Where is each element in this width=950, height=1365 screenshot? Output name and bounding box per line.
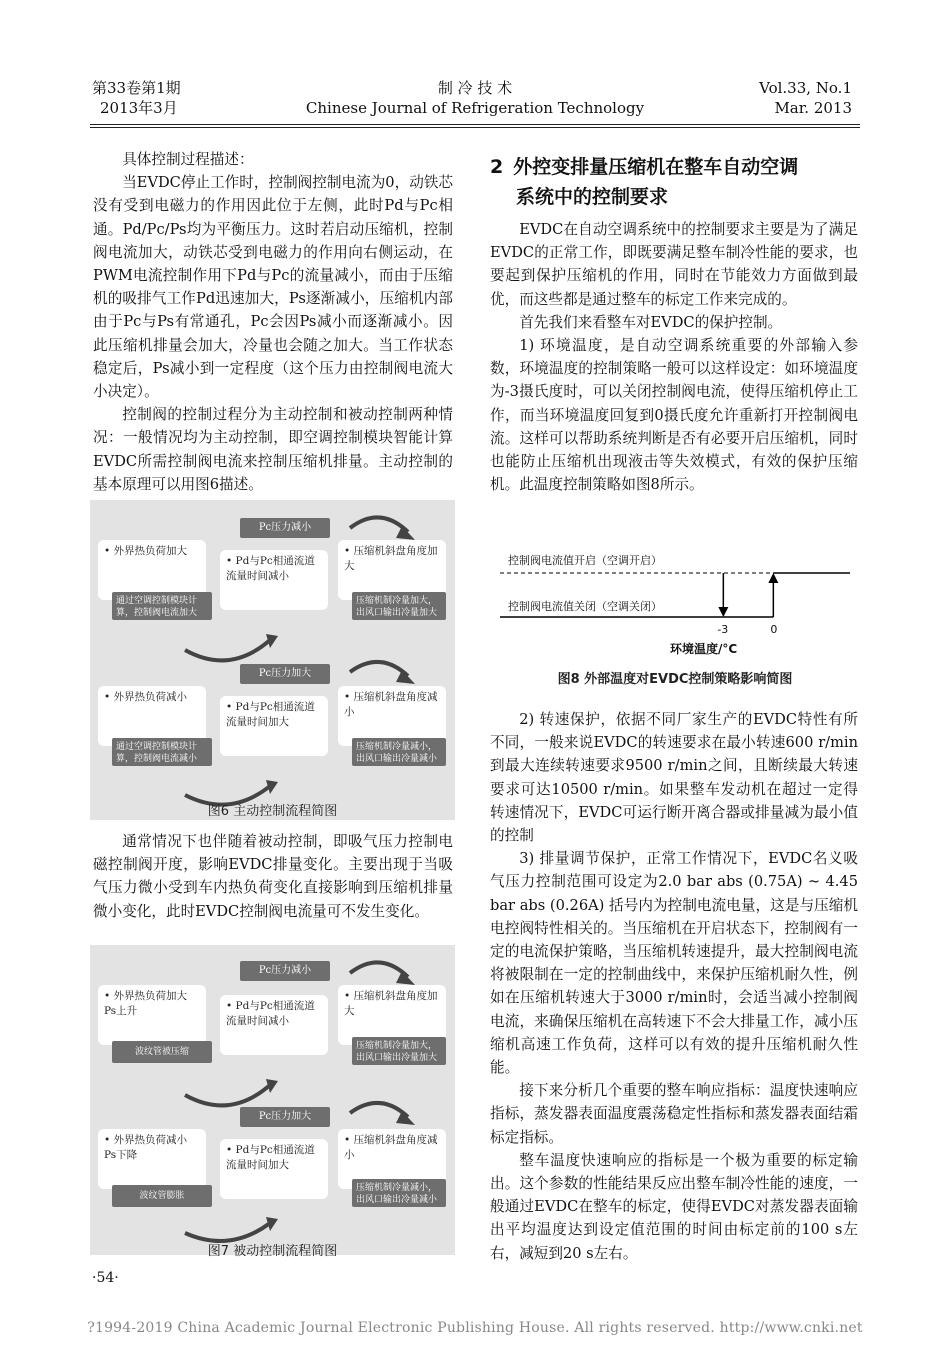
flow-result-box: 波纹管膨胀 bbox=[112, 1185, 212, 1207]
right-column-text-2 bbox=[490, 708, 858, 1265]
paragraph: 2) 转速保护，依据不同厂家生产的EVDC特性有所不同，一般来说EVDC的转速要求在最小转速600 r/min到最大连续转速要求9500 r/min之间，且断续最大转速要求可达10500 r/min。如果整车发动机在超过一定得转速情况下，EVDC可运行断开离合器或排量减为最小值的控制 bbox=[490, 711, 858, 845]
right-column-text-1 bbox=[490, 218, 858, 496]
pc-pressure-box: Pc压力加大 bbox=[240, 664, 330, 684]
x-tick-label: -3 bbox=[717, 623, 729, 636]
paragraph: 通常情况下也伴随着被动控制，即吸气压力控制电磁控制阀开度，影响EVDC排量变化。主要出现于当吸气压力微小受到车内热负荷变化直接影响到压缩机排量微小变化，此时EVDC控制阀电流量可不发生变化。 bbox=[93, 833, 453, 920]
paragraph: 3) 排量调节保护，正常工作情况下，EVDC名义吸气压力控制范围可设定为2.0 bar abs (0.75A) ~ 4.45 bar abs (0.26A) 括号内为控制电流电量，这是与压缩机电控阀特性相关的。当压缩机在开启状态下，控制阀有一定的电流保护策略，当压缩机转速提升，最大控制阀电流将被限制在一定的控制曲线中，来保护压缩机耐久性，例如在压缩机转速大于3000 r/min时，会适当减小控制阀电流，来确保压缩机在高转速下不会大排量工作，减小压缩机高速工作负荷，这样可以有效的提升压缩机耐久性能。 bbox=[490, 850, 858, 1077]
paragraph: 首先我们来看整车对EVDC的保护控制。 bbox=[519, 313, 783, 331]
flow-result-box: 通过空调控制模块计算，控制阀电流加大 bbox=[112, 592, 212, 620]
x-axis-label: 环境温度/°C bbox=[670, 642, 738, 656]
flow-step: • 压缩机斜盘角度减小 bbox=[338, 1129, 446, 1189]
paragraph: 1) 环境温度，是自动空调系统重要的外部输入参数，环境温度的控制策略一般可以这样设定：如环境温度为-3摄氏度时，可以关闭控制阀电流，使得压缩机停止工作，而当环境温度回复到0摄氏度允许重新打开控制阀电流。这样可以帮助系统判断是否有必要开启压缩机，同时也能防止压缩机出现液击等失效模式，有效的保护压缩机。此温度控制策略如图8所示。 bbox=[490, 337, 858, 494]
down-arrow-icon bbox=[718, 607, 728, 617]
flow-result-box: 压缩机制冷量加大，出风口输出冷量加大 bbox=[352, 592, 446, 620]
flow-result-box: 波纹管被压缩 bbox=[112, 1041, 212, 1063]
flow-step: • 外界热负荷加大 Ps上升 bbox=[98, 985, 206, 1045]
flow-result-box: 通过空调控制模块计算，控制阀电流减小 bbox=[112, 738, 212, 766]
section-title-line1: 外控变排量压缩机在整车自动空调 bbox=[513, 156, 799, 178]
paragraph: 具体控制过程描述： bbox=[122, 151, 254, 168]
figure-8-caption: 图8 外部温度对EVDC控制策略影响简图 bbox=[557, 672, 793, 687]
flow-step: • Pd与Pc相通流道流量时间加大 bbox=[220, 1139, 328, 1199]
section-title-line2: 系统中的控制要求 bbox=[516, 186, 669, 208]
header-rule-2 bbox=[90, 127, 860, 128]
journal-title-cn: 制 冷 技 术 bbox=[437, 79, 513, 97]
pc-pressure-box: Pc压力加大 bbox=[240, 1107, 330, 1127]
pc-pressure-box: Pc压力减小 bbox=[240, 961, 330, 981]
flow-step: • 压缩机斜盘角度加大 bbox=[338, 985, 446, 1045]
flow-step: • 外界热负荷减小 Ps下降 bbox=[98, 1129, 206, 1189]
page-number: ·54· bbox=[92, 1270, 119, 1286]
journal-title-en: Chinese Journal of Refrigeration Technology bbox=[305, 99, 645, 117]
journal-issue bbox=[92, 78, 181, 118]
paragraph: 当EVDC停止工作时，控制阀控制电流为0，动铁芯没有受到电磁力的作用因此位于左侧，此时Pd与Pc相通。Pd/Pc/Ps均为平衡压力。这时若启动压缩机，控制阀电流加大，动铁芯受到电磁力的作用向右侧运动，在PWM电流控制作用下Pd与Pc的流量减小，而由于压缩机的吸排气工作Pd迅速加大，Ps逐渐减小，压缩机内部由于Pc与Ps有常通孔，Pc会因Ps减小而逐渐减小。因此压缩机排量会加大，冷量也会随之加大。当工作状态稳定后，Ps减小到一定程度（这个压力由控制阀电流大小决定）。 bbox=[93, 174, 453, 401]
flow-step: • 外界热负荷减小 bbox=[98, 686, 206, 746]
section-heading bbox=[490, 152, 860, 212]
y-level-off-label: 控制阀电流值关闭（空调关闭） bbox=[508, 600, 662, 613]
x-tick-label: 0 bbox=[770, 623, 778, 636]
up-arrow-icon bbox=[768, 573, 778, 583]
pc-pressure-box: Pc压力减小 bbox=[240, 518, 330, 538]
paragraph: 控制阀的控制过程分为主动控制和被动控制两种情况：一般情况均为主动控制，即空调控制模块智能计算EVDC所需控制阀电流来控制压缩机排量。主动控制的基本原理可以用图6描述。 bbox=[93, 406, 453, 493]
flow-step: • 外界热负荷加大 bbox=[98, 540, 206, 600]
figure-6-caption: 图6 主动控制流程简图 bbox=[207, 804, 338, 819]
section-number: 2 bbox=[490, 156, 504, 178]
header-rule bbox=[90, 124, 860, 125]
y-level-on-label: 控制阀电流值开启（空调开启） bbox=[508, 554, 662, 567]
date-en: Mar. 2013 bbox=[774, 99, 852, 117]
left-column-text-1 bbox=[93, 148, 453, 496]
paragraph: 整车温度快速响应的指标是一个极为重要的标定输出。这个参数的性能结果反应出整车制冷性能的速度，一般通过EVDC在整车的标定，使得EVDC对蒸发器表面输出平均温度达到设定值范围的时间由标定前的100 s左右，减短到20 s左右。 bbox=[490, 1151, 858, 1262]
flow-result-box: 压缩机制冷量减小，出风口输出冷量减小 bbox=[352, 738, 446, 766]
left-column-text-2 bbox=[93, 830, 453, 923]
flow-step: • Pd与Pc相通流道流量时间减小 bbox=[220, 550, 328, 610]
issue-date: 2013年3月 bbox=[100, 99, 178, 117]
figure-7-caption: 图7 被动控制流程简图 bbox=[207, 1244, 338, 1259]
issue-volume: 第33卷第1期 bbox=[92, 79, 181, 97]
paragraph: EVDC在自动空调系统中的控制要求主要是为了满足EVDC的正常工作，即既要满足整车制冷性能的要求，也要起到保护压缩机的作用，同时在节能效力方面做到最优，而这些都是通过整车的标定工作来完成的。 bbox=[490, 221, 858, 308]
flow-result-box: 压缩机制冷量减小，出风口输出冷量减小 bbox=[352, 1179, 446, 1207]
figure-8 bbox=[490, 545, 860, 660]
figure-7 bbox=[90, 945, 455, 1255]
figure-6 bbox=[90, 500, 455, 820]
flow-step: • 压缩机斜盘角度加大 bbox=[338, 540, 446, 600]
flow-step: • Pd与Pc相通流道流量时间加大 bbox=[220, 696, 328, 756]
journal-title bbox=[300, 78, 650, 118]
copyright-footer: ?1994-2019 China Academic Journal Electronic Publishing House. All rights reserved. http://www.cnki.net bbox=[87, 1320, 863, 1336]
flow-result-box: 压缩机制冷量加大，出风口输出冷量加大 bbox=[352, 1037, 446, 1065]
flow-step: • 压缩机斜盘角度减小 bbox=[338, 686, 446, 746]
volume-en: Vol.33, No.1 bbox=[759, 79, 852, 97]
flow-step: • Pd与Pc相通流道流量时间减小 bbox=[220, 995, 328, 1055]
journal-volume-en bbox=[740, 78, 852, 118]
paragraph: 接下来分析几个重要的整车响应指标：温度快速响应指标，蒸发器表面温度震荡稳定性指标和蒸发器表面结霜标定指标。 bbox=[490, 1082, 858, 1146]
